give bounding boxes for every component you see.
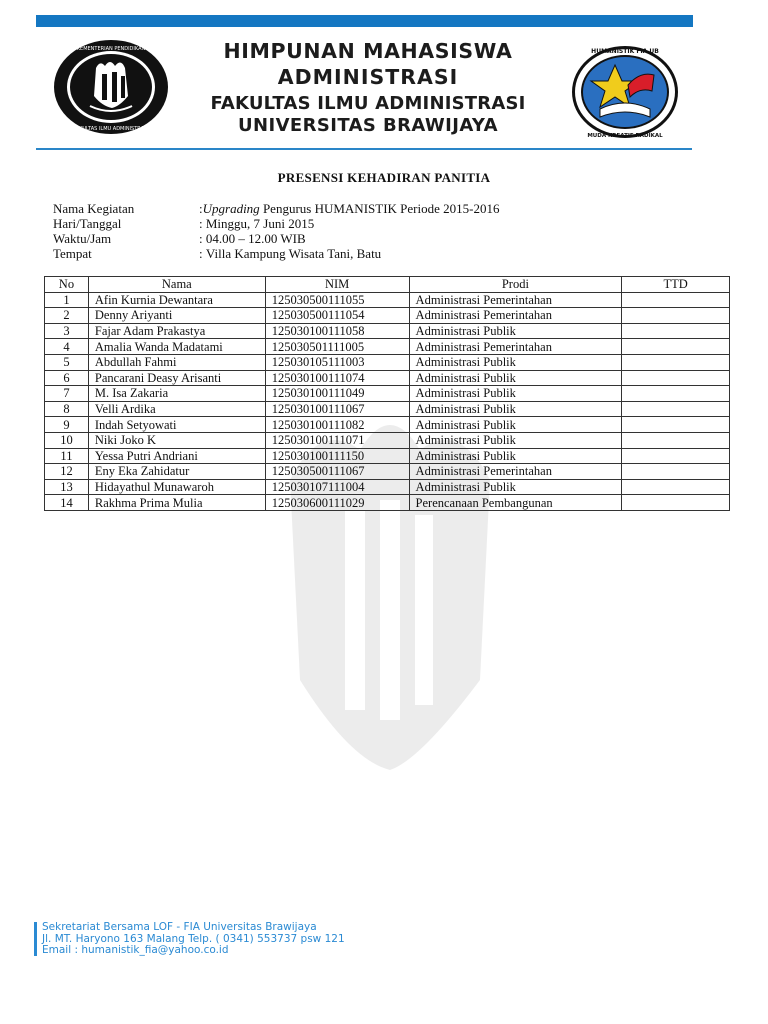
cell-ttd[interactable] [622,448,730,464]
cell-nama: Amalia Wanda Madatami [88,339,265,355]
column-header-nama: Nama [88,277,265,293]
table-row [45,308,730,324]
cell-prodi: Administrasi Publik [409,370,622,386]
cell-no: 5 [45,354,89,370]
meta-value: Villa Kampung Wisata Tani, Batu [205,246,382,261]
svg-text:KEMENTERIAN PENDIDIKAN: KEMENTERIAN PENDIDIKAN [76,46,146,52]
cell-nama: Afin Kurnia Dewantara [88,292,265,308]
cell-no: 9 [45,417,89,433]
table-row [45,292,730,308]
cell-nim: 125030600111029 [265,495,409,511]
table-row [45,354,730,370]
cell-no: 3 [45,323,89,339]
cell-prodi: Administrasi Publik [409,354,622,370]
footer-address [34,922,345,957]
document-title: PRESENSI KEHADIRAN PANITIA [277,170,491,185]
cell-prodi: Administrasi Pemerintahan [409,308,622,324]
title-line-1: HIMPUNAN MAHASISWA [223,39,513,63]
cell-prodi: Administrasi Publik [409,479,622,495]
footer-line-1: Sekretariat Bersama LOF - FIA Universitas Brawijaya [42,921,317,933]
meta-row-place [53,246,499,261]
cell-no: 6 [45,370,89,386]
cell-nim: 125030500111067 [265,464,409,480]
cell-no: 12 [45,464,89,480]
meta-label: Hari/Tanggal [53,216,122,231]
cell-nim: 125030100111067 [265,401,409,417]
meta-separator: : [199,216,206,231]
universitas-brawijaya-logo [52,38,170,136]
cell-nama: Eny Eka Zahidatur [88,464,265,480]
meta-separator: : [199,246,206,261]
cell-ttd[interactable] [622,432,730,448]
cell-prodi: Administrasi Pemerintahan [409,292,622,308]
cell-ttd[interactable] [622,354,730,370]
cell-no: 13 [45,479,89,495]
cell-prodi: Administrasi Publik [409,401,622,417]
cell-nim: 125030100111071 [265,432,409,448]
cell-prodi: Administrasi Publik [409,417,622,433]
cell-nama: Fajar Adam Prakastya [88,323,265,339]
cell-ttd[interactable] [622,479,730,495]
table-row [45,495,730,511]
cell-nama: Yessa Putri Andriani [88,448,265,464]
table-row [45,479,730,495]
cell-nama: Indah Setyowati [88,417,265,433]
meta-row-event [53,201,499,216]
humanistik-logo [570,43,680,141]
meta-value: 04.00 – 12.00 WIB [205,231,306,246]
cell-no: 11 [45,448,89,464]
header-divider [36,148,692,150]
cell-nama: M. Isa Zakaria [88,386,265,402]
cell-nama: Rakhma Prima Mulia [88,495,265,511]
column-header-ttd: TTD [622,277,730,293]
table-row [45,386,730,402]
organization-title [178,38,558,137]
cell-nama: Abdullah Fahmi [88,354,265,370]
footer-line-2: Jl. MT. Haryono 163 Malang Telp. ( 0341) 553737 psw 121 [42,932,345,945]
cell-nim: 125030501111005 [265,339,409,355]
meta-value: Minggu, 7 Juni 2015 [205,216,315,231]
cell-prodi: Administrasi Publik [409,323,622,339]
table-header-row [45,277,730,293]
table-row [45,401,730,417]
cell-ttd[interactable] [622,495,730,511]
cell-prodi: Administrasi Pemerintahan [409,464,622,480]
cell-no: 7 [45,386,89,402]
cell-ttd[interactable] [622,401,730,417]
event-details [53,201,499,261]
meta-label: Nama Kegiatan [53,201,135,216]
cell-no: 2 [45,308,89,324]
column-header-no: No [45,277,89,293]
meta-separator: : [199,231,206,246]
cell-ttd[interactable] [622,386,730,402]
cell-nama: Pancarani Deasy Arisanti [88,370,265,386]
footer-line-3: Email : humanistik_fia@yahoo.co.id [42,944,229,956]
title-line-4: UNIVERSITAS BRAWIJAYA [238,115,498,136]
cell-ttd[interactable] [622,417,730,433]
cell-nama: Velli Ardika [88,401,265,417]
table-row [45,464,730,480]
table-row [45,323,730,339]
cell-prodi: Perencanaan Pembangunan [409,495,622,511]
cell-ttd[interactable] [622,323,730,339]
cell-prodi: Administrasi Publik [409,432,622,448]
cell-no: 4 [45,339,89,355]
column-header-prodi: Prodi [409,277,622,293]
meta-separator: : [199,201,203,216]
meta-value: Pengurus HUMANISTIK Periode 2015-2016 [259,201,500,216]
cell-no: 14 [45,495,89,511]
cell-nim: 125030105111003 [265,354,409,370]
cell-prodi: Administrasi Publik [409,386,622,402]
cell-nim: 125030107111004 [265,479,409,495]
cell-ttd[interactable] [622,339,730,355]
cell-ttd[interactable] [622,308,730,324]
column-header-nim: NIM [265,277,409,293]
meta-label: Tempat [53,246,92,261]
cell-no: 1 [45,292,89,308]
cell-prodi: Administrasi Pemerintahan [409,339,622,355]
cell-no: 10 [45,432,89,448]
cell-nim: 125030100111058 [265,323,409,339]
table-row [45,448,730,464]
table-row [45,370,730,386]
svg-text:MUDA KREATIF RADIKAL: MUDA KREATIF RADIKAL [587,133,663,139]
cell-ttd[interactable] [622,464,730,480]
table-row [45,339,730,355]
title-line-3: FAKULTAS ILMU ADMINISTRASI [210,93,526,114]
cell-nim: 125030100111150 [265,448,409,464]
title-line-2: ADMINISTRASI [277,65,459,89]
table-body [45,292,730,510]
cell-nim: 125030500111054 [265,308,409,324]
cell-nama: Denny Ariyanti [88,308,265,324]
svg-text:HUMANISTIK FIA UB: HUMANISTIK FIA UB [591,48,659,55]
meta-label: Waktu/Jam [53,231,112,246]
cell-nim: 125030500111055 [265,292,409,308]
header-top-bar [36,15,693,27]
cell-ttd[interactable] [622,292,730,308]
attendance-table [44,276,730,511]
svg-text:FAKULTAS ILMU ADMINISTRASI: FAKULTAS ILMU ADMINISTRASI [73,126,149,132]
table-row [45,432,730,448]
cell-nim: 125030100111082 [265,417,409,433]
cell-ttd[interactable] [622,370,730,386]
cell-no: 8 [45,401,89,417]
cell-nama: Hidayathul Munawaroh [88,479,265,495]
cell-nama: Niki Joko K [88,432,265,448]
meta-row-time [53,231,499,246]
meta-row-date [53,216,499,231]
cell-prodi: Administrasi Publik [409,448,622,464]
table-row [45,417,730,433]
cell-nim: 125030100111049 [265,386,409,402]
meta-value-italic: Upgrading [202,201,260,216]
cell-nim: 125030100111074 [265,370,409,386]
